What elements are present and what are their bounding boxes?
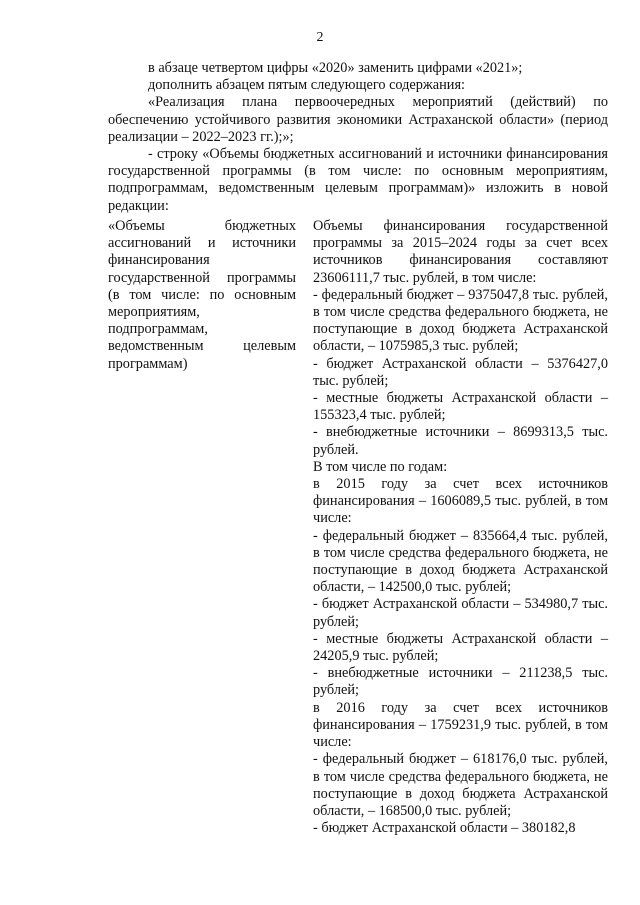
funding-line: Объемы финансирования государственной программы за 2015–2024 годы за счет всех источников финансирования составляют 23606111,7 тыс. рублей, в том числе: [313, 218, 608, 286]
intro-paragraph-2: дополнить абзацем пятым следующего содержания: [148, 77, 465, 94]
funding-line: в 2016 году за счет всех источников финансирования – 1759231,9 тыс. рублей, в том числе: [313, 699, 608, 751]
table-right-cell [313, 218, 608, 837]
table-left-cell: «Объемы бюджетных ассигнований и источники финансирования государственной программы (в том числе: по основным мероприятиям, подпрограммам, ведомственным целевым программам) [108, 218, 296, 372]
funding-line: - бюджет Астраханской области – 380182,8 [313, 820, 576, 837]
funding-line: В том числе по годам: [313, 458, 448, 475]
funding-line: - внебюджетные источники – 8699313,5 тыс. рублей. [313, 424, 608, 458]
intro-block [108, 60, 608, 215]
funding-line: - федеральный бюджет – 618176,0 тыс. рублей, в том числе средства федерального бюджета, не поступающие в доход бюджета Астраханской области, – 168500,0 тыс. рублей; [313, 751, 608, 819]
funding-line: - местные бюджеты Астраханской области – 155323,4 тыс. рублей; [313, 390, 608, 424]
funding-line: в 2015 году за счет всех источников финансирования – 1606089,5 тыс. рублей, в том числе: [313, 476, 608, 527]
intro-paragraph-4: - строку «Объемы бюджетных ассигнований и источники финансирования государственной программы (в том числе: по основным мероприятиям, подпрограммам, ведомственным целевым программам)» изложить в новой редакции: [108, 146, 608, 214]
page-number: 2 [316, 30, 324, 45]
intro-paragraph-3: «Реализация плана первоочередных мероприятий (действий) по обеспечению устойчивого развития экономики Астраханской области» (период реализации – 2022–2023 гг.);»; [108, 94, 608, 145]
funding-line: - внебюджетные источники – 211238,5 тыс. рублей; [313, 665, 608, 699]
funding-line: - федеральный бюджет – 835664,4 тыс. рублей, в том числе средства федерального бюджета, не поступающие в доход бюджета Астраханской области, – 142500,0 тыс. рублей; [313, 527, 608, 596]
funding-line: - федеральный бюджет – 9375047,8 тыс. рублей, в том числе средства федерального бюджета, не поступающие в доход бюджета Астраханской области, – 1075985,3 тыс. рублей; [313, 286, 608, 355]
funding-line: - бюджет Астраханской области – 5376427,0 тыс. рублей; [313, 355, 608, 389]
intro-paragraph-1: в абзаце четвертом цифры «2020» заменить цифрами «2021»; [148, 60, 523, 76]
funding-line: - бюджет Астраханской области – 534980,7 тыс. рублей; [313, 596, 608, 630]
funding-line: - местные бюджеты Астраханской области – 24205,9 тыс. рублей; [313, 630, 608, 665]
